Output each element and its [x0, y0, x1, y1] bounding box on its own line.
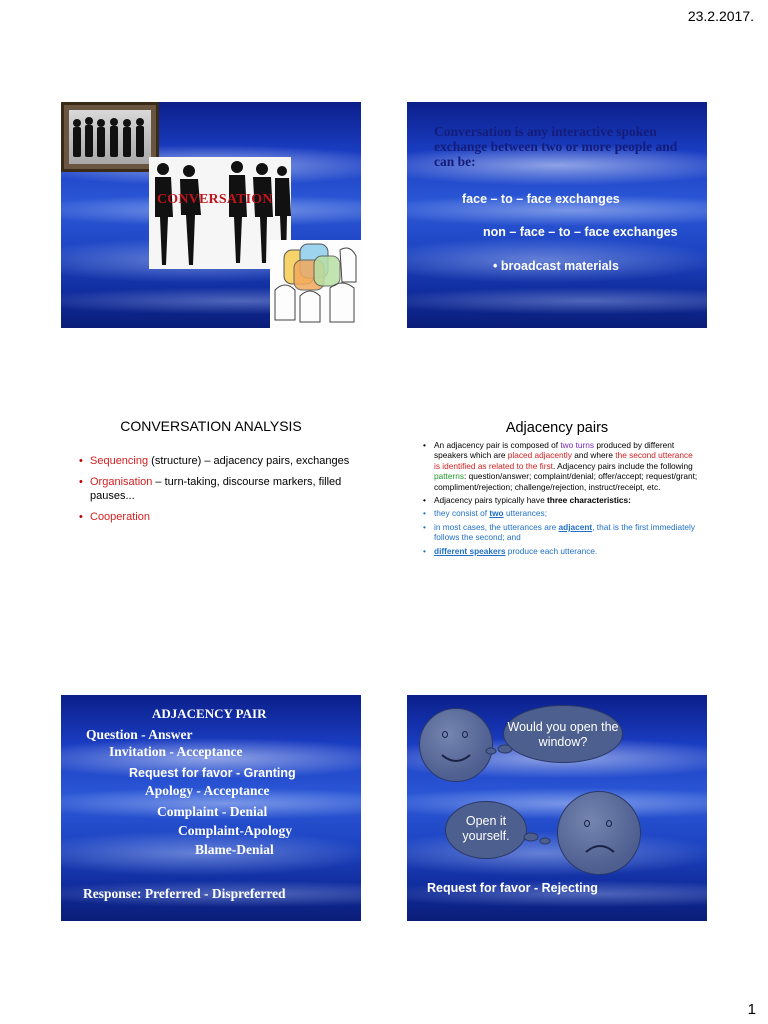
slide-adjacency-pair-examples	[61, 695, 361, 921]
list-item: • An adjacency pair is composed of two turns produced by different speakers which are placed adjacently and where the second utterance is identified as related to the first. Adjacency pairs include the following patterns: question/answer; complaint/denial; offer/accept; request/grant; compliment/rejection; challenge/rejection, instruct/receipt, etc.	[421, 440, 699, 492]
list-item: • they consist of two utterances;	[421, 508, 699, 518]
framed-group-photo	[61, 102, 159, 172]
pair-line: Blame-Denial	[195, 842, 274, 857]
pair-line: Complaint - Denial	[157, 804, 268, 819]
sad-face-icon	[557, 791, 641, 875]
slide-title: CONVERSATION ANALYSIS	[120, 418, 302, 434]
thought-dots-icon	[523, 829, 553, 849]
speech-bubble-reply: Open it yourself.	[445, 801, 527, 859]
list-item: • Cooperation	[77, 510, 357, 524]
list-item: • Sequencing (structure) – adjacency pairs, exchanges	[77, 454, 357, 468]
slide-conversation-analysis	[61, 408, 361, 634]
analysis-list	[77, 454, 357, 531]
list-item: • Organisation – turn-taking, discourse markers, filled pauses...	[77, 475, 357, 503]
slide-conversation-image	[61, 102, 361, 328]
pair-line: Request for favor - Granting	[129, 766, 296, 780]
list-item: • Adjacency pairs typically have three characteristics:	[421, 495, 699, 505]
item-broadcast-materials: • broadcast materials	[493, 259, 619, 273]
people-silhouettes-icon	[69, 110, 151, 164]
adjacency-list	[421, 440, 699, 559]
item-face-to-face: face – to – face exchanges	[462, 192, 620, 206]
slide-request-rejecting	[407, 695, 707, 921]
list-item: • in most cases, the utterances are adjacent, that is the first immediately follows the second; and	[421, 522, 699, 543]
definition-text: Conversation is any interactive spoken exchange between two or more people and can be:	[434, 124, 678, 169]
response-line: Response: Preferred - Dispreferred	[83, 886, 286, 901]
faces-sketch-icon	[270, 240, 361, 328]
speech-bubble-request: Would you open the window?	[503, 705, 623, 763]
page-number: 1	[747, 1001, 756, 1018]
sketched-faces-image	[270, 240, 361, 328]
slide-title: ADJACENCY PAIR	[152, 706, 267, 721]
pair-line: Question - Answer	[86, 727, 193, 742]
list-item: • different speakers produce each utterance.	[421, 546, 699, 556]
smiling-face-icon	[419, 708, 493, 782]
pair-line: Apology - Acceptance	[145, 783, 270, 798]
slide-conversation-definition	[407, 102, 707, 328]
slide-title: CONVERSATION	[157, 192, 273, 207]
slide-caption: Request for favor - Rejecting	[427, 881, 598, 895]
slide-adjacency-pairs	[407, 408, 707, 634]
pair-line: Complaint-Apology	[178, 823, 293, 838]
page-date: 23.2.2017.	[687, 8, 754, 24]
pair-line: Invitation - Acceptance	[109, 744, 243, 759]
slide-title: Adjacency pairs	[505, 420, 609, 436]
item-non-face-to-face: non – face – to – face exchanges	[483, 225, 678, 239]
